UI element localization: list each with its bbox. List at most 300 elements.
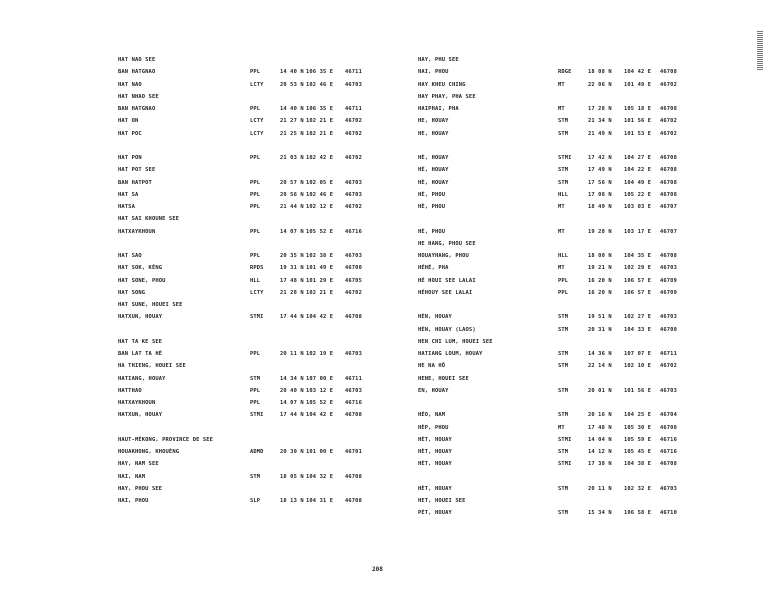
- place-name: HAY, PHOU SEE: [118, 485, 163, 492]
- place-name: HÈN, HOUAY (LAOS): [418, 326, 476, 333]
- longitude: 103 17 E: [624, 228, 652, 235]
- edge-scan-mark: [757, 30, 763, 70]
- place-name: HEN CHI LUM, HOUEI SEE: [418, 338, 493, 345]
- place-name: HATXUN, HOUAY: [118, 314, 163, 321]
- feature-type: LCTY: [250, 130, 264, 137]
- gazetteer-entry: [118, 54, 378, 66]
- gazetteer-entry: [418, 66, 718, 78]
- feature-type: PPL: [250, 69, 261, 76]
- latitude: 18 49 N: [588, 204, 612, 210]
- map-reference: 46716: [345, 400, 362, 406]
- place-name: HAY, PHU SEE: [418, 57, 459, 63]
- feature-type: STM: [558, 326, 569, 333]
- place-name: HAT SAO: [118, 253, 142, 259]
- gazetteer-entry: [418, 115, 718, 127]
- gazetteer-entry: [118, 238, 378, 250]
- longitude: 105 18 E: [624, 106, 652, 112]
- longitude: 102 32 E: [624, 485, 652, 492]
- longitude: 104 32 E: [306, 473, 334, 480]
- place-name: HAI, PHOU: [118, 498, 149, 504]
- gazetteer-entry: [418, 434, 718, 446]
- place-name: HATTHAO: [118, 387, 142, 394]
- longitude: 104 22 E: [624, 167, 652, 174]
- gazetteer-entry: [118, 360, 378, 372]
- gazetteer-entry: [118, 397, 378, 409]
- place-name: PÉT, HOUAY: [418, 510, 452, 517]
- longitude: 105 52 E: [306, 228, 334, 235]
- latitude: 20 11 N: [588, 485, 612, 492]
- place-name: HÈT, HOUAY: [418, 485, 452, 492]
- map-reference: 46703: [345, 351, 362, 357]
- map-reference: 46702: [660, 363, 677, 370]
- map-reference: 46702: [345, 130, 362, 137]
- latitude: 18 05 N: [280, 473, 304, 480]
- map-reference: 46702: [345, 289, 362, 296]
- longitude: 102 46 E: [306, 81, 334, 88]
- longitude: 102 38 E: [306, 253, 334, 259]
- latitude: 20 53 N: [280, 81, 304, 88]
- feature-type: PPL: [250, 106, 261, 112]
- place-name: HAT SONG: [118, 289, 146, 296]
- map-reference: 46708: [660, 106, 677, 112]
- longitude: 106 35 E: [306, 106, 334, 112]
- gazetteer-entry: [118, 103, 378, 115]
- gazetteer-entry: [418, 177, 718, 189]
- latitude: 17 38 N: [588, 461, 612, 468]
- place-name: HATIANG LOUM, HOUAY: [418, 351, 483, 357]
- gazetteer-entry: [418, 299, 718, 311]
- map-reference: 46711: [345, 106, 362, 112]
- latitude: 17 56 N: [588, 179, 612, 186]
- feature-type: LCTY: [250, 289, 264, 296]
- map-reference: 46709: [660, 289, 677, 296]
- feature-type: ADMD: [250, 449, 264, 455]
- gazetteer-entry: [418, 495, 718, 507]
- longitude: 104 31 E: [306, 498, 334, 504]
- gazetteer-entry: [418, 373, 718, 385]
- feature-type: PPL: [250, 253, 261, 259]
- gazetteer-entry: [418, 201, 718, 213]
- longitude: 106 35 E: [306, 69, 334, 76]
- latitude: 17 28 N: [588, 106, 612, 112]
- place-name: HAY KHEU CHING: [418, 81, 466, 88]
- place-name: HATIANG, HOUAY: [118, 375, 166, 382]
- latitude: 20 31 N: [588, 326, 612, 333]
- gazetteer-entry: [118, 262, 378, 274]
- map-reference: 46708: [660, 424, 677, 431]
- feature-type: STM: [558, 167, 569, 174]
- place-name: HET, HOUEI SEE: [418, 498, 466, 504]
- longitude: 105 45 E: [624, 449, 652, 455]
- gazetteer-entry: [118, 458, 378, 470]
- gazetteer-entry: [418, 507, 718, 519]
- latitude: 20 16 N: [588, 412, 612, 419]
- gazetteer-entry: [118, 152, 378, 164]
- place-name: HÉHÉ, PHA: [418, 265, 449, 272]
- gazetteer-entry: [418, 54, 718, 66]
- gazetteer-entry: [418, 348, 718, 360]
- feature-type: HLL: [558, 191, 569, 198]
- place-name: HÉ HOUI SEE LALAI: [418, 277, 476, 284]
- feature-type: PPL: [250, 155, 261, 161]
- gazetteer-entry: [418, 164, 718, 176]
- gazetteer-entry: [118, 226, 378, 238]
- latitude: 21 25 N: [280, 130, 304, 137]
- latitude: 22 14 N: [588, 363, 612, 370]
- gazetteer-entry: [118, 250, 378, 262]
- feature-type: PPL: [250, 228, 261, 235]
- map-reference: 46711: [345, 375, 362, 382]
- gazetteer-entry: [418, 397, 718, 409]
- map-reference: 46705: [345, 277, 362, 284]
- feature-type: STM: [250, 375, 261, 382]
- place-name: HAT SONE, PHOU: [118, 277, 166, 284]
- longitude: 104 42 E: [306, 412, 334, 419]
- place-name: HAUT-MÉKONG, PROVINCE DE SEE: [118, 436, 214, 443]
- latitude: 17 48 N: [588, 424, 612, 431]
- place-name: HÈP, PHOU: [418, 424, 449, 431]
- feature-type: MT: [558, 81, 565, 88]
- latitude: 21 44 N: [280, 204, 304, 210]
- gazetteer-entry: [418, 336, 718, 348]
- left-column: [118, 54, 378, 507]
- map-reference: 46703: [345, 191, 362, 198]
- place-name: HATXUN, HOUAY: [118, 412, 163, 419]
- latitude: 21 03 N: [280, 155, 304, 161]
- latitude: 22 06 N: [588, 81, 612, 88]
- place-name: HATSA: [118, 204, 135, 210]
- longitude: 102 19 E: [306, 351, 334, 357]
- gazetteer-entry: [418, 103, 718, 115]
- gazetteer-entry: [118, 275, 378, 287]
- feature-type: PPL: [250, 351, 261, 357]
- place-name: HAT SOK, KÈNG: [118, 265, 163, 272]
- place-name: HAT ON: [118, 118, 139, 125]
- longitude: 104 27 E: [624, 155, 652, 161]
- longitude: 104 42 E: [624, 69, 652, 76]
- gazetteer-entry: [118, 115, 378, 127]
- gazetteer-entry: [418, 446, 718, 458]
- place-name: HAT PON: [118, 155, 142, 161]
- gazetteer-entry: [418, 262, 718, 274]
- place-name: HAY PHAY, PHA SEE: [418, 93, 476, 100]
- map-reference: 46708: [660, 69, 677, 76]
- map-reference: 46702: [345, 118, 362, 125]
- gazetteer-entry: [118, 213, 378, 225]
- map-reference: 46703: [345, 179, 362, 186]
- feature-type: STMI: [250, 412, 264, 419]
- longitude: 102 46 E: [306, 191, 334, 198]
- longitude: 102 10 E: [624, 363, 652, 370]
- gazetteer-entry: [418, 91, 718, 103]
- place-name: HAT SUNE, HOUEI SEE: [118, 302, 183, 308]
- longitude: 105 59 E: [624, 436, 652, 443]
- feature-type: STM: [558, 351, 569, 357]
- latitude: 17 44 N: [280, 314, 304, 321]
- map-reference: 46708: [345, 412, 362, 419]
- gazetteer-entry: [118, 495, 378, 507]
- map-reference: 46703: [660, 265, 677, 272]
- latitude: 20 01 N: [588, 387, 612, 394]
- latitude: 14 07 N: [280, 400, 304, 406]
- latitude: 16 20 N: [588, 277, 612, 284]
- place-name: BAN HATGNAO: [118, 106, 156, 112]
- longitude: 105 22 E: [624, 191, 652, 198]
- feature-type: PPL: [558, 289, 569, 296]
- gazetteer-entry: [118, 140, 378, 152]
- gazetteer-entry: [418, 360, 718, 372]
- place-name: HAT NAO SEE: [118, 57, 156, 63]
- feature-type: MT: [558, 204, 565, 210]
- longitude: 102 21 E: [306, 130, 334, 137]
- latitude: 17 49 N: [588, 167, 612, 174]
- feature-type: LCTY: [250, 81, 264, 88]
- feature-type: PPL: [250, 387, 261, 394]
- feature-type: RPDS: [250, 265, 264, 272]
- feature-type: MT: [558, 265, 565, 272]
- gazetteer-entry: [418, 458, 718, 470]
- latitude: 17 44 N: [280, 412, 304, 419]
- longitude: 102 29 E: [624, 265, 652, 272]
- map-reference: 46707: [660, 228, 677, 235]
- gazetteer-entry: [418, 79, 718, 91]
- map-reference: 46708: [660, 155, 677, 161]
- place-name: HAT SAI KHOUNE SEE: [118, 216, 180, 223]
- latitude: 14 36 N: [588, 351, 612, 357]
- latitude: 19 28 N: [588, 228, 612, 235]
- latitude: 20 56 N: [280, 191, 304, 198]
- gazetteer-entry: [418, 311, 718, 323]
- place-name: HÈT, HOUAY: [418, 449, 452, 455]
- latitude: 14 40 N: [280, 69, 304, 76]
- place-name: HÈ, HOUAY: [418, 179, 449, 186]
- longitude: 102 12 E: [306, 204, 334, 210]
- longitude: 101 53 E: [624, 130, 652, 137]
- latitude: 20 40 N: [280, 387, 304, 394]
- map-reference: 46711: [345, 69, 362, 76]
- place-name: HE HANG, PHOU SEE: [418, 240, 476, 247]
- gazetteer-entry: [418, 128, 718, 140]
- feature-type: STMI: [250, 314, 264, 321]
- map-reference: 46703: [345, 81, 362, 88]
- longitude: 103 12 E: [306, 387, 334, 394]
- gazetteer-entry: [118, 471, 378, 483]
- place-name: HÈ, PHOU: [418, 204, 446, 210]
- place-name: HÉHOUY SEE LALAI: [418, 289, 473, 296]
- map-reference: 46702: [660, 118, 677, 125]
- place-name: EN, HOUAY: [418, 387, 449, 394]
- map-reference: 46702: [660, 81, 677, 88]
- longitude: 104 38 E: [624, 461, 652, 468]
- latitude: 19 21 N: [588, 265, 612, 272]
- place-name: BAN LAT TA HÈ: [118, 351, 163, 357]
- gazetteer-entry: [118, 128, 378, 140]
- map-reference: 46708: [345, 473, 362, 480]
- latitude: 21 28 N: [280, 289, 304, 296]
- gazetteer-entry: [118, 66, 378, 78]
- feature-type: STM: [558, 118, 569, 125]
- longitude: 106 57 E: [624, 289, 652, 296]
- gazetteer-entry: [418, 324, 718, 336]
- place-name: HE NA HÔ: [418, 363, 446, 370]
- gazetteer-entry: [418, 287, 718, 299]
- map-reference: 46716: [660, 449, 677, 455]
- place-name: HÈN, HOUAY: [418, 314, 452, 321]
- feature-type: STMI: [558, 155, 572, 161]
- place-name: HÈ, HOUAY: [418, 167, 449, 174]
- gazetteer-entry: [418, 226, 718, 238]
- map-reference: 46708: [345, 314, 362, 321]
- latitude: 17 42 N: [588, 155, 612, 161]
- gazetteer-entry: [118, 446, 378, 458]
- feature-type: STM: [250, 473, 261, 480]
- place-name: HAT TA KE SEE: [118, 338, 163, 345]
- latitude: 14 34 N: [280, 375, 304, 382]
- map-reference: 46707: [660, 204, 677, 210]
- feature-type: STM: [558, 449, 569, 455]
- feature-type: RDGE: [558, 69, 572, 76]
- latitude: 20 30 N: [280, 449, 304, 455]
- latitude: 18 13 N: [280, 498, 304, 504]
- place-name: HE, HOUAY: [418, 130, 449, 137]
- gazetteer-entry: [118, 348, 378, 360]
- place-name: HAT POT SEE: [118, 167, 156, 174]
- gazetteer-entry: [418, 385, 718, 397]
- place-name: HATXAYKHOUN: [118, 228, 156, 235]
- latitude: 16 20 N: [588, 289, 612, 296]
- longitude: 102 21 E: [306, 289, 334, 296]
- map-reference: 46703: [345, 253, 362, 259]
- map-reference: 46703: [345, 387, 362, 394]
- longitude: 106 58 E: [624, 510, 652, 517]
- gazetteer-entry: [118, 373, 378, 385]
- feature-type: PPL: [250, 400, 261, 406]
- gazetteer-entry: [418, 213, 718, 225]
- feature-type: STM: [558, 485, 569, 492]
- longitude: 104 35 E: [624, 253, 652, 259]
- place-name: HÈ, HOUAY: [418, 155, 449, 161]
- gazetteer-entry: [118, 189, 378, 201]
- feature-type: LCTY: [250, 118, 264, 125]
- place-name: HAT POC: [118, 130, 142, 137]
- map-reference: 46708: [660, 253, 677, 259]
- feature-type: MT: [558, 424, 565, 431]
- gazetteer-entry: [118, 336, 378, 348]
- feature-type: STM: [558, 179, 569, 186]
- map-reference: 46710: [660, 510, 677, 517]
- longitude: 107 07 E: [624, 351, 652, 357]
- latitude: 21 34 N: [588, 118, 612, 125]
- longitude: 101 56 E: [624, 387, 652, 394]
- longitude: 102 42 E: [306, 155, 334, 161]
- map-reference: 46701: [345, 449, 362, 455]
- longitude: 102 27 E: [624, 314, 652, 321]
- map-reference: 46700: [660, 326, 677, 333]
- gazetteer-entry: [118, 177, 378, 189]
- place-name: HÈ, PHOU: [418, 228, 446, 235]
- latitude: 21 49 N: [588, 130, 612, 137]
- feature-type: MT: [558, 106, 565, 112]
- longitude: 102 21 E: [306, 118, 334, 125]
- latitude: 21 27 N: [280, 118, 304, 125]
- place-name: HAI, NAM: [118, 473, 146, 480]
- longitude: 101 49 E: [306, 265, 334, 272]
- map-reference: 46703: [660, 485, 677, 492]
- place-name: HENE, HOUEI SEE: [418, 375, 469, 382]
- gazetteer-entry: [118, 324, 378, 336]
- place-name: HAY, NAM SEE: [118, 461, 159, 468]
- latitude: 19 31 N: [280, 265, 304, 272]
- place-name: HAT NAO: [118, 81, 142, 88]
- map-reference: 46702: [660, 130, 677, 137]
- gazetteer-entry: [118, 311, 378, 323]
- gazetteer-entry: [418, 238, 718, 250]
- map-reference: 46703: [660, 387, 677, 394]
- feature-type: PPL: [250, 191, 261, 198]
- place-name: HAT NHAO SEE: [118, 93, 159, 100]
- feature-type: PPL: [250, 204, 261, 210]
- gazetteer-entry: [118, 409, 378, 421]
- latitude: 18 08 N: [588, 69, 612, 76]
- feature-type: STMI: [558, 436, 572, 443]
- gazetteer-entry: [418, 483, 718, 495]
- right-column: [418, 54, 718, 520]
- feature-type: STM: [558, 314, 569, 321]
- gazetteer-entry: [118, 385, 378, 397]
- longitude: 101 00 E: [306, 449, 334, 455]
- feature-type: STMI: [558, 461, 572, 468]
- place-name: HÈ, PHOU: [418, 191, 446, 198]
- latitude: 18 00 N: [588, 253, 612, 259]
- longitude: 101 29 E: [306, 277, 334, 284]
- page-number: 208: [372, 566, 383, 573]
- map-reference: 46709: [660, 277, 677, 284]
- gazetteer-entry: [118, 91, 378, 103]
- feature-type: MT: [558, 228, 565, 235]
- longitude: 102 05 E: [306, 179, 334, 186]
- map-reference: 46708: [660, 191, 677, 198]
- feature-type: STM: [558, 130, 569, 137]
- place-name: HAT SA: [118, 191, 139, 198]
- map-reference: 46711: [660, 351, 677, 357]
- gazetteer-entry: [118, 201, 378, 213]
- feature-type: STM: [558, 387, 569, 394]
- latitude: 14 40 N: [280, 106, 304, 112]
- latitude: 17 08 N: [588, 191, 612, 198]
- longitude: 104 42 E: [306, 314, 334, 321]
- place-name: BAN HATGNAO: [118, 69, 156, 76]
- map-reference: 46708: [660, 461, 677, 468]
- latitude: 20 57 N: [280, 179, 304, 186]
- place-name: HAI, PHOU: [418, 69, 449, 76]
- latitude: 17 48 N: [280, 277, 304, 284]
- map-reference: 46702: [345, 204, 362, 210]
- gazetteer-entry: [118, 434, 378, 446]
- gazetteer-entry: [118, 164, 378, 176]
- map-reference: 46700: [345, 265, 362, 272]
- latitude: 15 34 N: [588, 510, 612, 517]
- place-name: HOUAKHONG, KHOUÈNG: [118, 449, 180, 455]
- longitude: 105 30 E: [624, 424, 652, 431]
- place-name: HÉO, NAM: [418, 412, 446, 419]
- place-name: HA THIENG, HOUEI SEE: [118, 363, 186, 370]
- place-name: HAIPHAI, PHA: [418, 106, 459, 112]
- gazetteer-entry: [118, 287, 378, 299]
- gazetteer-entry: [418, 275, 718, 287]
- map-reference: 46708: [660, 167, 677, 174]
- latitude: 14 04 N: [588, 436, 612, 443]
- longitude: 104 25 E: [624, 412, 652, 419]
